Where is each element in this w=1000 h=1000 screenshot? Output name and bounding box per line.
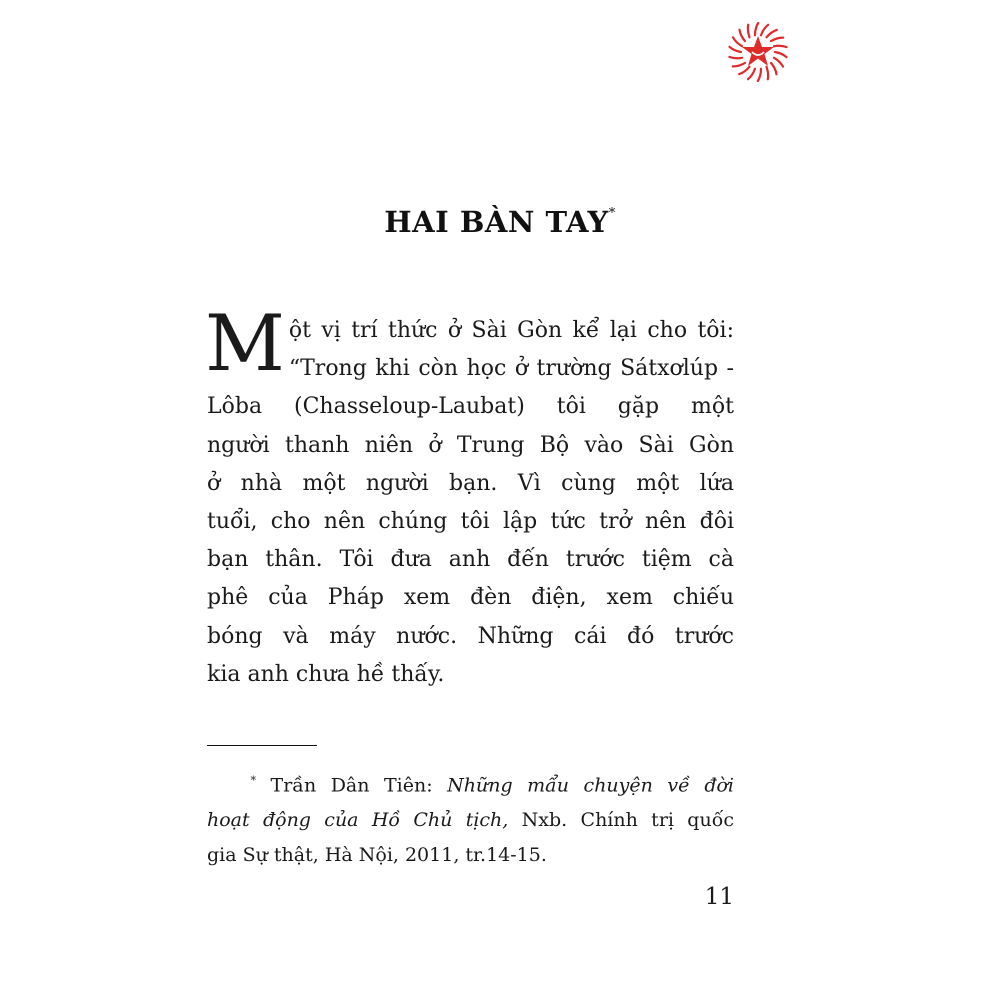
footnote-book-title-2: hoạt động của Hồ Chủ tịch, <box>207 809 509 832</box>
body-line: kia anh chưa hề thấy. <box>207 661 445 687</box>
drop-cap: M <box>205 299 285 389</box>
logo-ray <box>733 37 742 46</box>
logo-ray <box>771 63 777 74</box>
logo-ray <box>733 63 745 67</box>
body-line: người thanh niên ở Trung Bộ vào Sài Gòn <box>207 432 734 458</box>
logo-ray <box>739 67 749 74</box>
footnote-mark: * <box>250 774 257 787</box>
footnote-author: Trần Dân Tiên: <box>270 774 448 797</box>
body-line: bóng và máy nước. Những cái đó trước <box>207 623 734 649</box>
page-number: 11 <box>704 884 734 910</box>
body-line: Lôba (Chasseloup-Laubat) tôi gặp một <box>207 394 734 420</box>
logo-ray <box>775 52 787 57</box>
logo-ray <box>729 57 742 58</box>
logo-ray <box>758 69 761 81</box>
logo-ray <box>774 58 783 67</box>
logo-ray <box>771 38 783 42</box>
logo-ray <box>767 30 777 37</box>
logo-ray <box>761 25 768 36</box>
body-line: ột vị trí thức ở Sài Gòn kể lại cho tôi: <box>288 318 734 343</box>
logo-ray <box>748 25 750 38</box>
logo-ray <box>755 23 758 35</box>
footnote-line-2 <box>207 803 734 838</box>
body-line: phê của Pháp xem đèn điện, xem chiếu <box>207 585 734 611</box>
chapter-title-text: HAI BÀN TAY <box>384 205 609 239</box>
footnote-line-1 <box>207 763 734 803</box>
star-center-icon <box>742 36 774 66</box>
body-line: “Trong khi còn học ở trường Sátxơlúp - <box>288 356 734 382</box>
footnote <box>207 763 734 873</box>
title-footnote-mark: * <box>608 206 616 222</box>
footnote-line-3: gia Sự thật, Hà Nội, 2011, tr.14-15. <box>207 844 547 867</box>
footnote-publisher: Nxb. Chính trị quốc <box>508 809 734 832</box>
logo-ray <box>730 47 742 52</box>
footnote-divider <box>207 745 317 746</box>
body-line: tuổi, cho nên chúng tôi lập tức trở nên đôi <box>207 509 734 535</box>
logo-ray <box>774 46 787 47</box>
body-paragraph <box>205 299 734 694</box>
footnote-book-title-1: Những mẩu chuyện về đời <box>447 774 734 797</box>
chapter-title <box>0 205 1000 239</box>
publisher-star-logo <box>728 22 788 82</box>
logo-ray <box>740 30 746 41</box>
body-line: bạn thân. Tôi đưa anh đến trước tiệm cà <box>207 547 734 573</box>
body-line: ở nhà một người bạn. Vì cùng một lứa <box>207 470 734 496</box>
logo-ray <box>767 67 769 80</box>
logo-ray <box>748 69 755 80</box>
